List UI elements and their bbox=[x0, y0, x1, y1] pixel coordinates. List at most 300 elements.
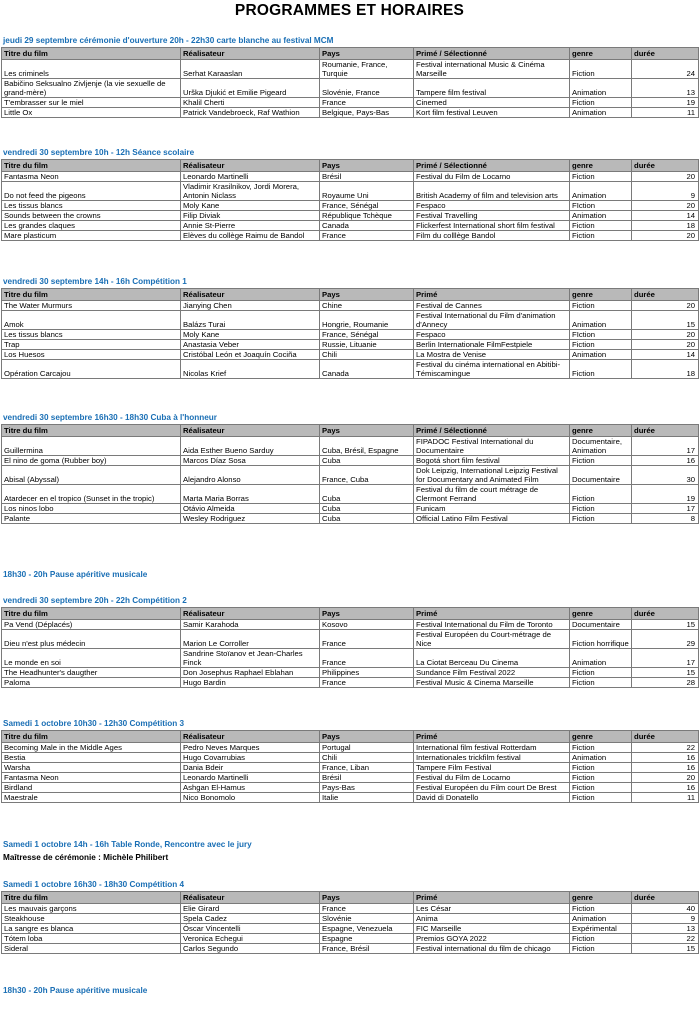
country-cell: Kosovo bbox=[320, 620, 414, 630]
award-cell: Cinemed bbox=[414, 98, 570, 108]
table-row bbox=[2, 678, 699, 688]
director-cell: Óscar Vincentelli bbox=[181, 924, 320, 934]
duration-cell: 20 bbox=[632, 340, 699, 350]
award-cell: FIPADOC Festival International du Documentaire bbox=[414, 437, 570, 456]
column-header: genre bbox=[570, 425, 632, 437]
award-cell: Film du colllège Bandol bbox=[414, 231, 570, 241]
duration-cell: 16 bbox=[632, 456, 699, 466]
director-cell: Cristóbal León et Joaquín Cociña bbox=[181, 350, 320, 360]
award-cell: Festival du Film de Locarno bbox=[414, 172, 570, 182]
genre-cell: Fiction bbox=[570, 944, 632, 954]
column-header: Pays bbox=[320, 289, 414, 301]
duration-cell: 16 bbox=[632, 763, 699, 773]
award-cell: Kort film festival Leuven bbox=[414, 108, 570, 118]
column-header: Pays bbox=[320, 160, 414, 172]
column-header: genre bbox=[570, 160, 632, 172]
director-cell: Patrick Vandebroeck, Raf Wathion bbox=[181, 108, 320, 118]
genre-cell: Fiction bbox=[570, 763, 632, 773]
title-cell: Do not feed the pigeons bbox=[2, 182, 181, 201]
award-cell: Bogotá short film festival bbox=[414, 456, 570, 466]
title-cell: Becoming Male in the Middle Ages bbox=[2, 743, 181, 753]
director-cell: Samir Karahoda bbox=[181, 620, 320, 630]
genre-cell: Fiction bbox=[570, 743, 632, 753]
genre-cell: Documentaire bbox=[570, 620, 632, 630]
schedule-table bbox=[1, 730, 699, 803]
genre-cell: Animation bbox=[570, 79, 632, 98]
table-row bbox=[2, 456, 699, 466]
duration-cell: 13 bbox=[632, 79, 699, 98]
duration-cell: 17 bbox=[632, 649, 699, 668]
column-header: Réalisateur bbox=[181, 160, 320, 172]
table-row bbox=[2, 201, 699, 211]
table-row bbox=[2, 79, 699, 98]
title-cell: Fantasma Neon bbox=[2, 773, 181, 783]
genre-cell: Animation bbox=[570, 753, 632, 763]
title-cell: Atardecer en el tropico (Sunset in the tropic) bbox=[2, 485, 181, 504]
column-header: Primé / Sélectionné bbox=[414, 160, 570, 172]
column-header: Réalisateur bbox=[181, 608, 320, 620]
genre-cell: FIction bbox=[570, 330, 632, 340]
title-cell: The Water Murmurs bbox=[2, 301, 181, 311]
award-cell: Premios GOYA 2022 bbox=[414, 934, 570, 944]
duration-cell: 15 bbox=[632, 668, 699, 678]
genre-cell: Animation bbox=[570, 211, 632, 221]
genre-cell: Fiction bbox=[570, 60, 632, 79]
title-cell: Fantasma Neon bbox=[2, 172, 181, 182]
award-cell: Tampere film festival bbox=[414, 79, 570, 98]
column-header: Réalisateur bbox=[181, 731, 320, 743]
title-cell: Mare plasticum bbox=[2, 231, 181, 241]
director-cell: Aida Esther Bueno Sarduy bbox=[181, 437, 320, 456]
genre-cell: Documentaire, Animation bbox=[570, 437, 632, 456]
table-header-row bbox=[2, 731, 699, 743]
genre-cell: Animation bbox=[570, 914, 632, 924]
country-cell: Espagne bbox=[320, 934, 414, 944]
genre-cell: Animation bbox=[570, 182, 632, 201]
table-header-row bbox=[2, 160, 699, 172]
director-cell: Carlos Segundo bbox=[181, 944, 320, 954]
country-cell: France bbox=[320, 98, 414, 108]
duration-cell: 16 bbox=[632, 753, 699, 763]
section-heading: vendredi 30 septembre 14h - 16h Compétition 1 bbox=[3, 277, 187, 286]
country-cell: Slovénie, France bbox=[320, 79, 414, 98]
duration-cell: 20 bbox=[632, 301, 699, 311]
country-cell: Cuba bbox=[320, 456, 414, 466]
genre-cell: Expérimental bbox=[570, 924, 632, 934]
genre-cell: Fiction bbox=[570, 668, 632, 678]
column-header: genre bbox=[570, 608, 632, 620]
country-cell: Chine bbox=[320, 301, 414, 311]
duration-cell: 30 bbox=[632, 466, 699, 485]
country-cell: France, Sénégal bbox=[320, 330, 414, 340]
duration-cell: 11 bbox=[632, 108, 699, 118]
award-cell: Fespaco bbox=[414, 201, 570, 211]
table-row bbox=[2, 924, 699, 934]
title-cell: Palante bbox=[2, 514, 181, 524]
section-heading: Samedi 1 octobre 10h30 - 12h30 Compétition 3 bbox=[3, 719, 185, 728]
duration-cell: 28 bbox=[632, 678, 699, 688]
director-cell: Wesley Rodriguez bbox=[181, 514, 320, 524]
director-cell: Balázs Turai bbox=[181, 311, 320, 330]
title-cell: Les mauvais garçons bbox=[2, 904, 181, 914]
genre-cell: Animation bbox=[570, 108, 632, 118]
genre-cell: Fiction bbox=[570, 514, 632, 524]
director-cell: Sandrine Stoïanov et Jean-Charles Finck bbox=[181, 649, 320, 668]
genre-cell: Documentaire bbox=[570, 466, 632, 485]
country-cell: Cuba bbox=[320, 504, 414, 514]
section-heading: vendredi 30 septembre 16h30 - 18h30 Cuba à l'honneur bbox=[3, 413, 217, 422]
column-header: Réalisateur bbox=[181, 425, 320, 437]
table-row bbox=[2, 944, 699, 954]
title-cell: Guillermina bbox=[2, 437, 181, 456]
section-heading: Samedi 1 octobre 16h30 - 18h30 Compétition 4 bbox=[3, 880, 185, 889]
duration-cell: 24 bbox=[632, 60, 699, 79]
column-header: Réalisateur bbox=[181, 289, 320, 301]
title-cell: Les tissus blancs bbox=[2, 201, 181, 211]
country-cell: Italie bbox=[320, 793, 414, 803]
column-header: durée bbox=[632, 160, 699, 172]
genre-cell: Fiction bbox=[570, 773, 632, 783]
table-row bbox=[2, 221, 699, 231]
section-heading: vendredi 30 septembre 10h - 12h Séance scolaire bbox=[3, 148, 195, 157]
award-cell: Internationales trickfilm festival bbox=[414, 753, 570, 763]
section-heading: jeudi 29 septembre cérémonie d'ouverture 20h - 22h30 carte blanche au festival MCM bbox=[3, 36, 334, 45]
table-row bbox=[2, 753, 699, 763]
title-cell: Les criminels bbox=[2, 60, 181, 79]
duration-cell: 9 bbox=[632, 914, 699, 924]
country-cell: France bbox=[320, 904, 414, 914]
duration-cell: 20 bbox=[632, 330, 699, 340]
column-header: Primé / Sélectionné bbox=[414, 425, 570, 437]
schedule-table bbox=[1, 47, 699, 118]
country-cell: France, Cuba bbox=[320, 466, 414, 485]
title-cell: Le monde en soi bbox=[2, 649, 181, 668]
table-row bbox=[2, 172, 699, 182]
country-cell: Canada bbox=[320, 221, 414, 231]
pause-note: 18h30 - 20h Pause apéritive musicale bbox=[3, 570, 148, 579]
title-cell: Steakhouse bbox=[2, 914, 181, 924]
award-cell: British Academy of film and television arts bbox=[414, 182, 570, 201]
duration-cell: 40 bbox=[632, 904, 699, 914]
duration-cell: 18 bbox=[632, 221, 699, 231]
director-cell: Hugo Bardin bbox=[181, 678, 320, 688]
duration-cell: 15 bbox=[632, 944, 699, 954]
duration-cell: 17 bbox=[632, 437, 699, 456]
duration-cell: 22 bbox=[632, 743, 699, 753]
column-header: Primé bbox=[414, 289, 570, 301]
award-cell: Funicam bbox=[414, 504, 570, 514]
title-cell: Les grandes claques bbox=[2, 221, 181, 231]
ceremonie-note: Maîtresse de cérémonie : Michèle Philibert bbox=[3, 853, 169, 862]
genre-cell: FIction bbox=[570, 201, 632, 211]
director-cell: Urška Djukić et Emilie Pigeard bbox=[181, 79, 320, 98]
column-header: Titre du film bbox=[2, 289, 181, 301]
genre-cell: Fiction bbox=[570, 301, 632, 311]
table-row bbox=[2, 437, 699, 456]
column-header: Pays bbox=[320, 731, 414, 743]
country-cell: Roumanie, France, Turquie bbox=[320, 60, 414, 79]
genre-cell: Fiction bbox=[570, 172, 632, 182]
table-row bbox=[2, 311, 699, 330]
table-row bbox=[2, 340, 699, 350]
column-header: Titre du film bbox=[2, 731, 181, 743]
duration-cell: 22 bbox=[632, 934, 699, 944]
title-cell: Les tissus blancs bbox=[2, 330, 181, 340]
director-cell: Elèves du collège Raimu de Bandol bbox=[181, 231, 320, 241]
genre-cell: Fiction bbox=[570, 783, 632, 793]
schedule-table bbox=[1, 159, 699, 241]
title-cell: The Headhunter's daugther bbox=[2, 668, 181, 678]
genre-cell: Fiction bbox=[570, 678, 632, 688]
country-cell: Brésil bbox=[320, 172, 414, 182]
award-cell: Anima bbox=[414, 914, 570, 924]
table-row bbox=[2, 98, 699, 108]
genre-cell: Animation bbox=[570, 350, 632, 360]
award-cell: Festival international Music & Cinéma Marseille bbox=[414, 60, 570, 79]
title-cell: Opération Carcajou bbox=[2, 360, 181, 379]
title-cell: El nino de goma (Rubber boy) bbox=[2, 456, 181, 466]
schedule-table bbox=[1, 288, 699, 379]
schedule-table bbox=[1, 607, 699, 688]
schedule-table bbox=[1, 891, 699, 954]
duration-cell: 14 bbox=[632, 211, 699, 221]
table-header-row bbox=[2, 608, 699, 620]
director-cell: Filip Diviak bbox=[181, 211, 320, 221]
country-cell: Royaume Uni bbox=[320, 182, 414, 201]
column-header: Pays bbox=[320, 608, 414, 620]
director-cell: Veronica Echegui bbox=[181, 934, 320, 944]
column-header: genre bbox=[570, 48, 632, 60]
genre-cell: Fiction bbox=[570, 904, 632, 914]
country-cell: Russie, Lituanie bbox=[320, 340, 414, 350]
genre-cell: Fiction bbox=[570, 231, 632, 241]
column-header: Pays bbox=[320, 892, 414, 904]
table-header-row bbox=[2, 425, 699, 437]
table-row bbox=[2, 504, 699, 514]
duration-cell: 15 bbox=[632, 311, 699, 330]
genre-cell: Fiction bbox=[570, 793, 632, 803]
award-cell: Festival du film de court métrage de Clermont Ferrand bbox=[414, 485, 570, 504]
director-cell: Moly Kane bbox=[181, 201, 320, 211]
country-cell: France, Brésil bbox=[320, 944, 414, 954]
director-cell: Alejandro Alonso bbox=[181, 466, 320, 485]
duration-cell: 18 bbox=[632, 360, 699, 379]
title-cell: Los Huesos bbox=[2, 350, 181, 360]
duration-cell: 20 bbox=[632, 201, 699, 211]
director-cell: Vladimir Krasilnikov, Jordi Morera, Antonin Niclass bbox=[181, 182, 320, 201]
director-cell: Marcos Díaz Sosa bbox=[181, 456, 320, 466]
director-cell: Anastasia Veber bbox=[181, 340, 320, 350]
column-header: genre bbox=[570, 892, 632, 904]
column-header: Primé / Sélectionné bbox=[414, 48, 570, 60]
table-row bbox=[2, 934, 699, 944]
award-cell: Official Latino Film Festival bbox=[414, 514, 570, 524]
title-cell: La sangre es blanca bbox=[2, 924, 181, 934]
table-row bbox=[2, 211, 699, 221]
country-cell: France bbox=[320, 231, 414, 241]
director-cell: Elie Girard bbox=[181, 904, 320, 914]
title-cell: Abisal (Abyssal) bbox=[2, 466, 181, 485]
table-row bbox=[2, 630, 699, 649]
table-row bbox=[2, 914, 699, 924]
table-row bbox=[2, 904, 699, 914]
genre-cell: Fiction bbox=[570, 360, 632, 379]
column-header: durée bbox=[632, 48, 699, 60]
column-header: Réalisateur bbox=[181, 892, 320, 904]
award-cell: Festival Européen du Film court De Brest bbox=[414, 783, 570, 793]
award-cell: Sundance Film Festival 2022 bbox=[414, 668, 570, 678]
country-cell: Portugal bbox=[320, 743, 414, 753]
table-header-row bbox=[2, 48, 699, 60]
table-row bbox=[2, 231, 699, 241]
column-header: Primé bbox=[414, 731, 570, 743]
country-cell: Pays-Bas bbox=[320, 783, 414, 793]
country-cell: Philippines bbox=[320, 668, 414, 678]
genre-cell: Fiction bbox=[570, 456, 632, 466]
director-cell: Hugo Covarrubias bbox=[181, 753, 320, 763]
column-header: Réalisateur bbox=[181, 48, 320, 60]
country-cell: Cuba bbox=[320, 514, 414, 524]
section-heading: vendredi 30 septembre 20h - 22h Compétition 2 bbox=[3, 596, 187, 605]
director-cell: Khalil Cherti bbox=[181, 98, 320, 108]
column-header: durée bbox=[632, 731, 699, 743]
genre-cell: Animation bbox=[570, 311, 632, 330]
duration-cell: 20 bbox=[632, 172, 699, 182]
director-cell: Moly Kane bbox=[181, 330, 320, 340]
award-cell: La Ciotat Berceau Du Cinema bbox=[414, 649, 570, 668]
country-cell: Espagne, Venezuela bbox=[320, 924, 414, 934]
column-header: Pays bbox=[320, 48, 414, 60]
director-cell: Leonardo Martinelli bbox=[181, 172, 320, 182]
table-row bbox=[2, 360, 699, 379]
award-cell: Flickerfest International short film festival bbox=[414, 221, 570, 231]
column-header: Primé bbox=[414, 892, 570, 904]
duration-cell: 16 bbox=[632, 783, 699, 793]
director-cell: Leonardo Martinelli bbox=[181, 773, 320, 783]
column-header: genre bbox=[570, 289, 632, 301]
country-cell: Slovénie bbox=[320, 914, 414, 924]
page-title: PROGRAMMES ET HORAIRES bbox=[234, 2, 465, 19]
country-cell: Chili bbox=[320, 350, 414, 360]
table-header-row bbox=[2, 289, 699, 301]
director-cell: Nico Bonomolo bbox=[181, 793, 320, 803]
duration-cell: 14 bbox=[632, 350, 699, 360]
country-cell: France, Sénégal bbox=[320, 201, 414, 211]
genre-cell: Fiction bbox=[570, 340, 632, 350]
title-cell: Birdland bbox=[2, 783, 181, 793]
award-cell: Festival du cinéma international en Abitibi-Témiscamingue bbox=[414, 360, 570, 379]
award-cell: Festival du Film de Locarno bbox=[414, 773, 570, 783]
director-cell: Spela Cadez bbox=[181, 914, 320, 924]
title-cell: Pa Vend (Déplacés) bbox=[2, 620, 181, 630]
director-cell: Dania Bdeir bbox=[181, 763, 320, 773]
title-cell: Bestia bbox=[2, 753, 181, 763]
award-cell: Berlin Internationale FilmFestpiele bbox=[414, 340, 570, 350]
country-cell: Brésil bbox=[320, 773, 414, 783]
award-cell: Festival international du film de chicago bbox=[414, 944, 570, 954]
genre-cell: Fiction bbox=[570, 934, 632, 944]
table-row bbox=[2, 330, 699, 340]
country-cell: France bbox=[320, 678, 414, 688]
director-cell: Marta Maria Borras bbox=[181, 485, 320, 504]
country-cell: France bbox=[320, 649, 414, 668]
award-cell: Fespaco bbox=[414, 330, 570, 340]
director-cell: Annie St-Pierre bbox=[181, 221, 320, 231]
column-header: Titre du film bbox=[2, 425, 181, 437]
table-ronde-note: Samedi 1 octobre 14h - 16h Table Ronde, Rencontre avec le jury bbox=[3, 840, 252, 849]
director-cell: Pedro Neves Marques bbox=[181, 743, 320, 753]
column-header: durée bbox=[632, 289, 699, 301]
country-cell: Canada bbox=[320, 360, 414, 379]
duration-cell: 8 bbox=[632, 514, 699, 524]
duration-cell: 20 bbox=[632, 773, 699, 783]
director-cell: Marion Le Corroller bbox=[181, 630, 320, 649]
title-cell: Amok bbox=[2, 311, 181, 330]
table-row bbox=[2, 108, 699, 118]
award-cell: Tampere Film Festival bbox=[414, 763, 570, 773]
title-cell: Little Ox bbox=[2, 108, 181, 118]
genre-cell: Fiction bbox=[570, 485, 632, 504]
country-cell: Hongrie, Roumanie bbox=[320, 311, 414, 330]
table-row bbox=[2, 485, 699, 504]
title-cell: Babičino Seksualno Zivljenje (la vie sexuelle de grand-mère) bbox=[2, 79, 181, 98]
title-cell: Sounds between the crowns bbox=[2, 211, 181, 221]
table-row bbox=[2, 668, 699, 678]
duration-cell: 9 bbox=[632, 182, 699, 201]
table-row bbox=[2, 60, 699, 79]
country-cell: France, Liban bbox=[320, 763, 414, 773]
genre-cell: Fiction horrifique bbox=[570, 630, 632, 649]
title-cell: Trap bbox=[2, 340, 181, 350]
award-cell: Les César bbox=[414, 904, 570, 914]
award-cell: Festival International du Film de Toronto bbox=[414, 620, 570, 630]
award-cell: Festival Music & Cinema Marseille bbox=[414, 678, 570, 688]
title-cell: Dieu n'est plus médecin bbox=[2, 630, 181, 649]
award-cell: Festival de Cannes bbox=[414, 301, 570, 311]
column-header: genre bbox=[570, 731, 632, 743]
duration-cell: 13 bbox=[632, 924, 699, 934]
country-cell: Chili bbox=[320, 753, 414, 763]
column-header: Titre du film bbox=[2, 48, 181, 60]
genre-cell: Fiction bbox=[570, 221, 632, 231]
table-row bbox=[2, 793, 699, 803]
table-row bbox=[2, 350, 699, 360]
award-cell: David di Donatello bbox=[414, 793, 570, 803]
duration-cell: 11 bbox=[632, 793, 699, 803]
award-cell: Festival Européen du Court-métrage de Nice bbox=[414, 630, 570, 649]
director-cell: Serhat Karaaslan bbox=[181, 60, 320, 79]
title-cell: T'embrasser sur le miel bbox=[2, 98, 181, 108]
duration-cell: 20 bbox=[632, 231, 699, 241]
column-header: Titre du film bbox=[2, 160, 181, 172]
director-cell: Ashgan El-Hamus bbox=[181, 783, 320, 793]
country-cell: Cuba, Brésil, Espagne bbox=[320, 437, 414, 456]
award-cell: FIC Marseille bbox=[414, 924, 570, 934]
genre-cell: Fiction bbox=[570, 504, 632, 514]
director-cell: Nicolas Krief bbox=[181, 360, 320, 379]
title-cell: Maestrale bbox=[2, 793, 181, 803]
table-row bbox=[2, 514, 699, 524]
column-header: Titre du film bbox=[2, 608, 181, 620]
director-cell: Jianying Chen bbox=[181, 301, 320, 311]
column-header: durée bbox=[632, 608, 699, 620]
duration-cell: 17 bbox=[632, 504, 699, 514]
country-cell: Belgique, Pays-Bas bbox=[320, 108, 414, 118]
column-header: Titre du film bbox=[2, 892, 181, 904]
country-cell: France bbox=[320, 630, 414, 649]
title-cell: Los ninos lobo bbox=[2, 504, 181, 514]
title-cell: Sideral bbox=[2, 944, 181, 954]
